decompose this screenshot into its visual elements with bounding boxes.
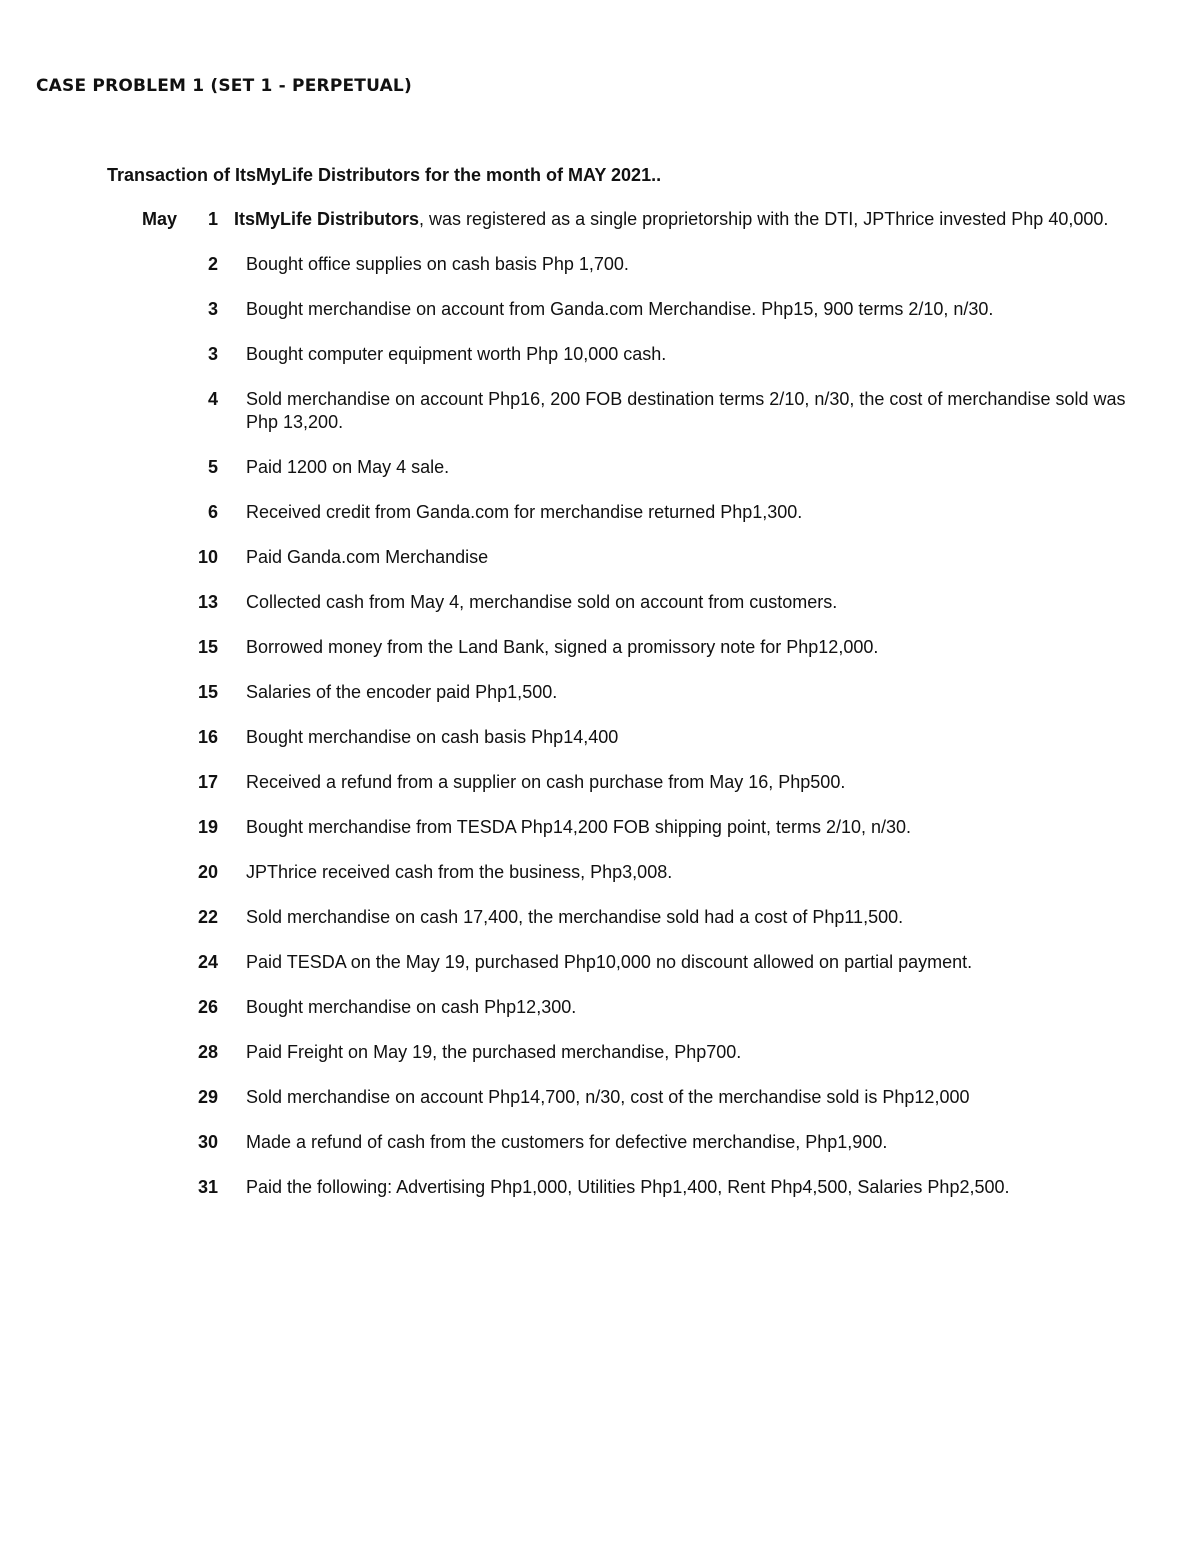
transaction-day: 10 [197,547,218,567]
transaction-description: Paid Ganda.com Merchandise [246,547,489,567]
transaction-description: Made a refund of cash from the customers for defective merchandise, Php1,900. [246,1132,888,1152]
transaction-entry [0,726,1200,749]
transaction-day: 28 [197,1042,218,1062]
transaction-description: Sold merchandise on account Php16, 200 FOB destination terms 2/10, n/30, the cost of merchandise sold was Php 13,200. [246,389,1126,432]
transaction-description: Salaries of the encoder paid Php1,500. [246,682,558,702]
transaction-entry [0,591,1200,614]
transaction-description [234,208,1114,231]
transaction-entry [0,906,1200,929]
transaction-entry [0,253,1200,276]
transaction-day: 3 [207,344,218,364]
transaction-day: 31 [197,1177,218,1197]
transaction-description: Bought merchandise from TESDA Php14,200 FOB shipping point, terms 2/10, n/30. [246,817,912,837]
transaction-day: 13 [197,592,218,612]
transaction-description: Bought merchandise on account from Ganda.com Merchandise. Php15, 900 terms 2/10, n/30. [246,299,994,319]
transaction-entry [0,208,1200,231]
transaction-description: Sold merchandise on account Php14,700, n/30, cost of the merchandise sold is Php12,000 [246,1087,970,1107]
transaction-day: 22 [197,907,218,927]
transaction-description: Paid the following: Advertising Php1,000, Utilities Php1,400, Rent Php4,500, Salaries Php2,500. [246,1177,1010,1197]
transaction-day: 24 [197,952,218,972]
month-label: May [142,209,178,229]
transaction-list [0,208,1200,1221]
transaction-day: 30 [197,1132,218,1152]
transaction-entry [0,1086,1200,1109]
transaction-description: Paid Freight on May 19, the purchased merchandise, Php700. [246,1042,742,1062]
transaction-description: Received credit from Ganda.com for merchandise returned Php1,300. [246,502,803,522]
transaction-entry [0,298,1200,321]
transaction-day: 6 [207,502,218,522]
transaction-text: , was registered as a single proprietorship with the DTI, JPThrice invested Php 40,000. [419,209,1109,229]
transaction-entry [0,1041,1200,1064]
transaction-description: Paid 1200 on May 4 sale. [246,457,450,477]
transaction-description: Collected cash from May 4, merchandise sold on account from customers. [246,592,838,612]
transaction-description: Borrowed money from the Land Bank, signed a promissory note for Php12,000. [246,637,879,657]
transaction-entry [0,816,1200,839]
document-heading: Transaction of ItsMyLife Distributors for the month of MAY 2021.. [107,165,662,185]
transaction-description: JPThrice received cash from the business, Php3,008. [246,862,673,882]
transaction-entry [0,861,1200,884]
transaction-entry [0,1131,1200,1154]
transaction-day: 17 [197,772,218,792]
transaction-day: 2 [207,254,218,274]
transaction-day: 26 [197,997,218,1017]
transaction-day: 5 [207,457,218,477]
transaction-entry [0,771,1200,794]
transaction-description: Bought merchandise on cash basis Php14,400 [246,727,619,747]
transaction-day: 19 [197,817,218,837]
company-name: ItsMyLife Distributors [234,209,420,229]
transaction-day: 20 [197,862,218,882]
transaction-day: 29 [197,1087,218,1107]
transaction-entry [0,546,1200,569]
transaction-description: Bought office supplies on cash basis Php 1,700. [246,254,629,274]
transaction-description: Bought computer equipment worth Php 10,000 cash. [246,344,667,364]
transaction-description: Received a refund from a supplier on cash purchase from May 16, Php500. [246,772,846,792]
transaction-description: Paid TESDA on the May 19, purchased Php10,000 no discount allowed on partial payment. [246,952,973,972]
transaction-day: 16 [197,727,218,747]
transaction-entry [0,456,1200,479]
transaction-description: Sold merchandise on cash 17,400, the merchandise sold had a cost of Php11,500. [246,907,904,927]
transaction-entry [0,388,1200,434]
transaction-entry [0,951,1200,974]
transaction-entry [0,1176,1200,1199]
transaction-day: 15 [197,682,218,702]
transaction-entry [0,681,1200,704]
transaction-entry [0,501,1200,524]
transaction-entry [0,343,1200,366]
transaction-entry [0,996,1200,1019]
case-title: CASE PROBLEM 1 (SET 1 - PERPETUAL) [36,76,412,96]
transaction-day: 3 [207,299,218,319]
transaction-day: 4 [207,389,218,409]
transaction-day: 1 [207,209,218,229]
transaction-entry [0,636,1200,659]
transaction-day: 15 [197,637,218,657]
transaction-description: Bought merchandise on cash Php12,300. [246,997,577,1017]
